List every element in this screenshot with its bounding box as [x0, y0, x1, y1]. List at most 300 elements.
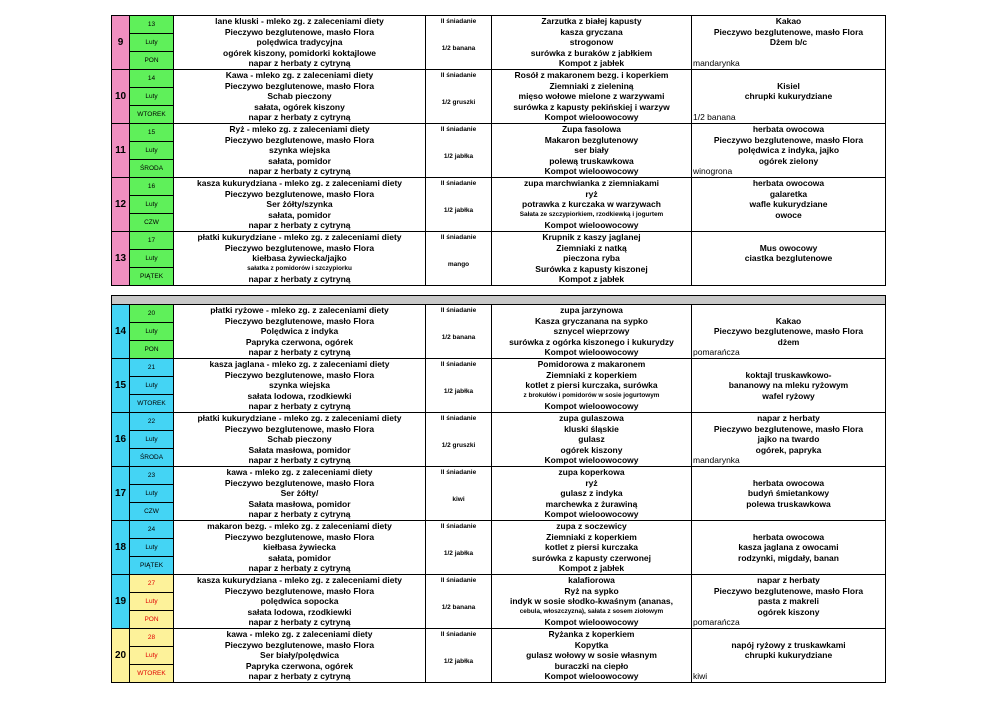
second-breakfast — [426, 359, 492, 413]
fruit — [692, 401, 885, 412]
afternoon-snack-line — [692, 305, 885, 316]
afternoon-snack-line: Pieczywo bezglutenowe, masło Flora — [713, 423, 864, 434]
afternoon-snack-line: Pieczywo bezglutenowe, masło Flora — [713, 26, 864, 37]
date-line: CZW — [144, 508, 159, 515]
breakfast-line: kiełbasa żywiecka — [263, 542, 336, 553]
lunch-line: Kompot wieloowocowy — [544, 112, 639, 123]
afternoon-snack — [692, 521, 886, 575]
breakfast-line: Sałata masłowa, pomidor — [248, 498, 351, 509]
second-breakfast-item: 1/2 gruszki — [441, 441, 476, 449]
afternoon-snack-lines — [692, 178, 885, 231]
date-line: 13 — [130, 16, 173, 34]
breakfast-line: sałata, pomidor — [268, 209, 331, 220]
lunch-line: Kopytka — [574, 639, 609, 650]
second-breakfast-label: II śniadanie — [440, 18, 477, 26]
fruit: pomarańcza — [693, 617, 740, 628]
lunch — [492, 70, 692, 124]
day-date — [130, 232, 174, 286]
lunch-lines — [492, 521, 691, 574]
date-box — [130, 232, 173, 285]
breakfast-line: kasza jaglana - mleko zg. z zaleceniami diety — [209, 359, 390, 370]
date-line: 23 — [130, 467, 173, 485]
second-breakfast-lines — [426, 16, 491, 69]
week-separator — [112, 296, 886, 305]
second-breakfast-lines — [426, 178, 491, 231]
lunch — [492, 305, 692, 359]
afternoon-snack-line: dżem — [777, 336, 800, 347]
afternoon-snack-line: pasta z makreli — [758, 596, 819, 607]
breakfast-line: Pieczywo bezglutenowe, masło Flora — [224, 639, 375, 650]
date-line: 28 — [130, 629, 173, 647]
lunch-lines — [492, 629, 691, 682]
date-line: Luty — [130, 250, 173, 268]
afternoon-snack-line: chrupki kukurydziane — [744, 91, 833, 102]
day-date — [130, 575, 174, 629]
fruit: mandarynka — [693, 58, 740, 69]
breakfast-line: napar z herbaty z cytryną — [248, 220, 351, 231]
date-box — [130, 70, 173, 123]
breakfast-lines — [174, 305, 425, 358]
day-date — [130, 413, 174, 467]
breakfast-line: Papryka czerwona, ogórek — [245, 336, 354, 347]
breakfast — [174, 124, 426, 178]
day-row — [112, 16, 886, 70]
breakfast — [174, 467, 426, 521]
afternoon-snack-lines — [692, 232, 885, 285]
second-breakfast-item: 1/2 jabłka — [443, 387, 474, 395]
afternoon-snack-lines — [692, 467, 885, 520]
lunch-line: Zupa fasolowa — [561, 124, 622, 135]
gap-cell — [112, 286, 886, 296]
second-breakfast-lines — [426, 124, 491, 177]
breakfast-line: lane kluski - mleko zg. z zaleceniami diety — [215, 16, 384, 27]
day-date — [130, 359, 174, 413]
date-box — [130, 16, 173, 69]
breakfast-line: kiełbasa żywiecka/jajko — [252, 253, 347, 264]
breakfast — [174, 232, 426, 286]
afternoon-snack-line: bananowy na mleku ryżowym — [728, 380, 849, 391]
day-number: 19 — [112, 575, 130, 629]
afternoon-snack-line: owoce — [775, 209, 802, 220]
lunch-line: gulasz z indyka — [560, 488, 623, 499]
lunch-line: Kompot wieloowocowy — [544, 671, 639, 682]
lunch-line: kalafiorowa — [568, 575, 615, 586]
second-breakfast-label: II śniadanie — [440, 307, 477, 315]
breakfast-line: napar z herbaty z cytryną — [248, 563, 351, 574]
lunch — [492, 629, 692, 683]
breakfast-line: makaron bezg. - mleko zg. z zaleceniami diety — [207, 521, 392, 532]
afternoon-snack-line: galaretka — [769, 188, 808, 199]
breakfast-line: napar z herbaty z cytryną — [248, 671, 351, 682]
date-line: Luty — [130, 323, 173, 341]
lunch-line: Kompot wieloowocowy — [544, 455, 639, 466]
lunch-line: marchewka z żurawiną — [545, 498, 638, 509]
afternoon-snack-line: Pieczywo bezglutenowe, masło Flora — [713, 326, 864, 337]
second-breakfast-lines — [426, 413, 491, 466]
afternoon-snack-line: ciastka bezglutenowe — [744, 253, 833, 264]
lunch-line: kluski śląskie — [564, 423, 619, 434]
day-number: 10 — [112, 70, 130, 124]
lunch-line: cebula, włoszczyzna), sałata z sosem ziołowym — [519, 607, 664, 615]
afternoon-snack-line: napar z herbaty — [757, 413, 820, 424]
lunch-line: Pomidorowa z makaronem — [537, 359, 646, 370]
day-row — [112, 124, 886, 178]
lunch-line: Kompot z jabłek — [558, 58, 625, 69]
breakfast-line: płatki kukurydziane - mleko zg. z zaleceniami diety — [197, 413, 402, 424]
lunch-line: Ziemniaki z koperkiem — [546, 531, 637, 542]
breakfast — [174, 413, 426, 467]
lunch-line: surówka z buraków z jabłkiem — [530, 47, 653, 58]
breakfast-line: kasza kukurydziana - mleko zg. z zaleceniami diety — [196, 575, 403, 586]
breakfast-line: Pieczywo bezglutenowe, masło Flora — [224, 531, 375, 542]
second-breakfast-lines — [426, 521, 491, 574]
breakfast-line: Ser biały/polędwica — [260, 650, 339, 661]
afternoon-snack-line — [692, 232, 885, 243]
date-box — [130, 413, 173, 466]
afternoon-snack-line: polewa truskawkowa — [746, 498, 831, 509]
lunch-line: kasza gryczana — [560, 26, 623, 37]
breakfast-line: napar z herbaty z cytryną — [248, 274, 351, 285]
date-line: Luty — [130, 485, 173, 503]
afternoon-snack-line: budyń śmietankowy — [747, 488, 830, 499]
day-row — [112, 521, 886, 575]
lunch-line: surówka z ogórka kiszonego i kukurydzy — [509, 336, 674, 347]
day-number: 15 — [112, 359, 130, 413]
second-breakfast-label: II śniadanie — [440, 180, 477, 188]
lunch-line: zupa marchwianka z ziemniakami — [523, 178, 660, 189]
breakfast-line: napar z herbaty z cytryną — [248, 112, 351, 123]
second-breakfast — [426, 629, 492, 683]
breakfast-line: Pieczywo bezglutenowe, masło Flora — [224, 585, 375, 596]
fruit — [692, 563, 885, 574]
afternoon-snack-line: koktajl truskawkowo- — [745, 369, 832, 380]
second-breakfast-label: II śniadanie — [440, 523, 477, 531]
second-breakfast-item: 1/2 gruszki — [441, 98, 476, 106]
breakfast-line: napar z herbaty z cytryną — [248, 166, 351, 177]
afternoon-snack-line — [692, 102, 885, 113]
date-line: ŚRODA — [139, 165, 164, 172]
second-breakfast-item: 1/2 jabłka — [443, 657, 474, 665]
breakfast-lines — [174, 70, 425, 123]
breakfast — [174, 305, 426, 359]
date-line: ŚRODA — [139, 454, 164, 461]
afternoon-snack-line: polędwica z indyka, jajko — [737, 145, 840, 156]
breakfast-line: napar z herbaty z cytryną — [248, 347, 351, 358]
afternoon-snack-line: herbata owocowa — [752, 531, 825, 542]
breakfast — [174, 178, 426, 232]
date-line: PON — [144, 616, 159, 623]
date-line: Luty — [130, 34, 173, 52]
afternoon-snack-line — [692, 70, 885, 81]
afternoon-snack — [692, 575, 886, 629]
lunch-lines — [492, 413, 691, 466]
afternoon-snack-lines — [692, 70, 885, 123]
lunch-line: Kompot wieloowocowy — [544, 401, 639, 412]
breakfast-lines — [174, 467, 425, 520]
afternoon-snack-line — [692, 629, 885, 640]
fruit: kiwi — [693, 671, 708, 682]
lunch-line: Makaron bezglutenowy — [544, 134, 639, 145]
second-breakfast-lines — [426, 575, 491, 628]
breakfast-line: szynka wiejska — [269, 145, 330, 156]
second-breakfast-lines — [426, 359, 491, 412]
lunch-line: Ziemniaki z natką — [556, 242, 627, 253]
afternoon-snack-lines — [692, 413, 885, 466]
lunch — [492, 124, 692, 178]
breakfast-line: napar z herbaty z cytryną — [248, 401, 351, 412]
breakfast-line: Ryż - mleko zg. z zaleceniami diety — [229, 124, 370, 135]
day-number: 16 — [112, 413, 130, 467]
lunch-line: surówka z kapusty czerwonej — [531, 552, 652, 563]
afternoon-snack-line — [692, 48, 885, 59]
lunch-line: Surówka z kapusty kiszonej — [535, 263, 648, 274]
breakfast-line: Polędwica z indyka — [260, 326, 339, 337]
lunch-line: pieczona ryba — [563, 253, 620, 264]
breakfast — [174, 629, 426, 683]
breakfast-line: płatki ryżowe - mleko zg. z zaleceniami diety — [210, 305, 389, 316]
date-box — [130, 124, 173, 177]
second-breakfast — [426, 232, 492, 286]
date-line: Luty — [130, 88, 173, 106]
lunch — [492, 359, 692, 413]
date-line: 15 — [130, 124, 173, 142]
breakfast-line: Pieczywo bezglutenowe, masło Flora — [224, 242, 375, 253]
second-breakfast-label: II śniadanie — [440, 234, 477, 242]
day-number: 9 — [112, 16, 130, 70]
lunch — [492, 575, 692, 629]
afternoon-snack-line: herbata owocowa — [752, 477, 825, 488]
lunch-line: Zarzutka z białej kapusty — [541, 16, 642, 27]
breakfast-line: Ser żółty/ — [280, 488, 319, 499]
date-line: Luty — [130, 431, 173, 449]
fruit — [692, 220, 885, 231]
afternoon-snack-line: ogórek kiszony — [757, 606, 820, 617]
afternoon-snack-lines — [692, 359, 885, 412]
lunch — [492, 467, 692, 521]
breakfast — [174, 16, 426, 70]
date-box — [130, 629, 173, 682]
breakfast-line: Kawa - mleko zg. z zaleceniami diety — [225, 70, 374, 81]
lunch-line: Kompot wieloowocowy — [544, 220, 639, 231]
second-breakfast — [426, 16, 492, 70]
breakfast-line: kawa - mleko zg. z zaleceniami diety — [226, 467, 373, 478]
date-line: 21 — [130, 359, 173, 377]
afternoon-snack — [692, 629, 886, 683]
second-breakfast-item: 1/2 banana — [441, 333, 476, 341]
date-line: WTOREK — [137, 111, 166, 118]
lunch-line: zupa z soczewicy — [556, 521, 627, 532]
breakfast-line: sałata lodowa, rzodkiewki — [247, 606, 352, 617]
breakfast-line: sałatka z pomidorów i szczypiorku — [247, 264, 352, 272]
afternoon-snack-line: ogórek zielony — [758, 155, 819, 166]
breakfast-line: ogórek kiszony, pomidorki koktajlowe — [223, 47, 376, 58]
fruit: winogrona — [693, 166, 733, 177]
date-box — [130, 467, 173, 520]
second-breakfast-label: II śniadanie — [440, 577, 477, 585]
breakfast-line: polędwica tradycyjna — [256, 37, 343, 48]
second-breakfast — [426, 521, 492, 575]
date-line: Luty — [130, 539, 173, 557]
afternoon-snack-line: herbata owocowa — [752, 124, 825, 135]
date-line: 24 — [130, 521, 173, 539]
lunch-line: polewą truskawkowa — [549, 155, 634, 166]
breakfast-line: Schab pieczony — [267, 91, 332, 102]
second-breakfast-label: II śniadanie — [440, 361, 477, 369]
second-breakfast-label: II śniadanie — [440, 469, 477, 477]
day-number: 14 — [112, 305, 130, 359]
date-box — [130, 521, 173, 574]
second-breakfast-lines — [426, 629, 491, 682]
lunch-lines — [492, 359, 691, 412]
second-breakfast-item: 1/2 jabłka — [443, 206, 474, 214]
lunch-line: ser biały — [574, 145, 609, 156]
date-line: Luty — [130, 593, 173, 611]
lunch-lines — [492, 467, 691, 520]
second-breakfast-item: mango — [447, 260, 470, 268]
second-breakfast-label: II śniadanie — [440, 126, 477, 134]
breakfast-lines — [174, 16, 425, 69]
afternoon-snack-line: napój ryżowy z truskawkami — [731, 639, 846, 650]
lunch-line: Ryżanka z koperkiem — [548, 629, 635, 640]
day-row — [112, 467, 886, 521]
day-number: 17 — [112, 467, 130, 521]
day-number: 20 — [112, 629, 130, 683]
lunch — [492, 16, 692, 70]
lunch-line: zupa koperkowa — [558, 467, 625, 478]
date-line: PON — [144, 346, 159, 353]
second-breakfast-item: 1/2 jabłka — [443, 152, 474, 160]
afternoon-snack-lines — [692, 16, 885, 69]
lunch-line: surówka z kapusty pekińskiej i warzyw — [513, 101, 670, 112]
breakfast-line: Pieczywo bezglutenowe, masło Flora — [224, 315, 375, 326]
second-breakfast-item: 1/2 banana — [441, 44, 476, 52]
lunch-line: Ziemniaki z zieleniną — [549, 80, 634, 91]
breakfast-line: napar z herbaty z cytryną — [248, 617, 351, 628]
afternoon-snack — [692, 305, 886, 359]
breakfast-line: polędwica sopocka — [260, 596, 339, 607]
afternoon-snack-line — [692, 521, 885, 532]
breakfast-line: sałata, ogórek kiszony — [254, 101, 345, 112]
lunch-line: potrawka z kurczaka w warzywach — [522, 199, 661, 210]
day-date — [130, 178, 174, 232]
lunch-line: ryż — [585, 188, 598, 199]
afternoon-snack-line: Kisiel — [777, 80, 800, 91]
afternoon-snack-line: Kakao — [775, 315, 802, 326]
breakfast-line: Pieczywo bezglutenowe, masło Flora — [224, 80, 375, 91]
fruit — [692, 509, 885, 520]
breakfast-line: Sałata masłowa, pomidor — [248, 444, 351, 455]
lunch-line: Sałata ze szczypiorkiem, rzodkiewką i jogurtem — [519, 210, 664, 218]
lunch-line: indyk w sosie słodko-kwaśnym (ananas, — [510, 596, 673, 607]
afternoon-snack-line: Pieczywo bezglutenowe, masło Flora — [713, 585, 864, 596]
afternoon-snack-line: rodzynki, migdały, banan — [738, 552, 839, 563]
date-line: Luty — [130, 647, 173, 665]
breakfast — [174, 359, 426, 413]
day-date — [130, 467, 174, 521]
breakfast — [174, 575, 426, 629]
lunch-line: mięso wołowe mielone z warzywami — [518, 91, 665, 102]
lunch-line: Kompot wieloowocowy — [544, 166, 639, 177]
day-row — [112, 305, 886, 359]
second-breakfast — [426, 575, 492, 629]
afternoon-snack-line — [692, 264, 885, 275]
second-breakfast-label: II śniadanie — [440, 72, 477, 80]
date-box — [130, 178, 173, 231]
second-breakfast — [426, 467, 492, 521]
lunch-line: Rosół z makaronem bezg. i koperkiem — [514, 70, 669, 81]
breakfast-line: napar z herbaty z cytryną — [248, 455, 351, 466]
breakfast-line: Pieczywo bezglutenowe, masło Flora — [224, 26, 375, 37]
breakfast-line: kasza kukurydziana - mleko zg. z zaleceniami diety — [196, 178, 403, 189]
day-date — [130, 629, 174, 683]
lunch-lines — [492, 16, 691, 69]
lunch — [492, 413, 692, 467]
second-breakfast — [426, 178, 492, 232]
day-row — [112, 232, 886, 286]
separator-cell — [112, 296, 886, 305]
second-breakfast-lines — [426, 305, 491, 358]
afternoon-snack-line — [692, 359, 885, 370]
day-row — [112, 629, 886, 683]
lunch-line: kotlet z piersi kurczaka, surówka — [525, 380, 658, 391]
day-number: 18 — [112, 521, 130, 575]
breakfast-line: Pieczywo bezglutenowe, masło Flora — [224, 188, 375, 199]
afternoon-snack-line: jajko na twardo — [757, 434, 820, 445]
second-breakfast-label: II śniadanie — [440, 415, 477, 423]
date-line: PIĄTEK — [139, 562, 164, 569]
second-breakfast-label: II śniadanie — [440, 631, 477, 639]
lunch-line: gulasz wołowy w sosie własnym — [526, 650, 657, 661]
date-box — [130, 305, 173, 358]
afternoon-snack-line: kasza jaglana z owocami — [738, 542, 839, 553]
date-line: Luty — [130, 196, 173, 214]
afternoon-snack — [692, 467, 886, 521]
breakfast-line: napar z herbaty z cytryną — [248, 58, 351, 69]
afternoon-snack-line: napar z herbaty — [757, 575, 820, 586]
second-breakfast-item: 1/2 banana — [441, 603, 476, 611]
breakfast-line: płatki kukurydziane - mleko zg. z zaleceniami diety — [197, 232, 402, 243]
lunch-line: ryż — [585, 477, 598, 488]
week-gap — [112, 286, 886, 296]
date-line: WTOREK — [137, 670, 166, 677]
lunch-lines — [492, 305, 691, 358]
lunch-line: z brokułów i pomidorów w sosie jogurtowym — [523, 391, 660, 399]
lunch-line: Kompot wieloowocowy — [544, 347, 639, 358]
lunch-line: Ziemniaki z koperkiem — [546, 369, 637, 380]
breakfast-line: napar z herbaty z cytryną — [248, 509, 351, 520]
lunch-line: Kompot wieloowocowy — [544, 509, 639, 520]
date-line: 22 — [130, 413, 173, 431]
second-breakfast — [426, 305, 492, 359]
day-number: 11 — [112, 124, 130, 178]
second-breakfast — [426, 413, 492, 467]
breakfast — [174, 70, 426, 124]
breakfast-line: sałata lodowa, rzodkiewki — [247, 390, 352, 401]
fruit: mandarynka — [693, 455, 740, 466]
date-line: PON — [144, 57, 159, 64]
afternoon-snack-lines — [692, 575, 885, 628]
breakfast-lines — [174, 178, 425, 231]
breakfast-lines — [174, 359, 425, 412]
afternoon-snack-line: Kakao — [775, 16, 802, 27]
second-breakfast-item: kiwi — [452, 495, 465, 503]
date-line: CZW — [144, 219, 159, 226]
lunch-line: gulasz — [578, 434, 605, 445]
afternoon-snack-lines — [692, 629, 885, 682]
date-box — [130, 575, 173, 628]
lunch-lines — [492, 70, 691, 123]
afternoon-snack-line: wafle kukurydziane — [749, 199, 828, 210]
